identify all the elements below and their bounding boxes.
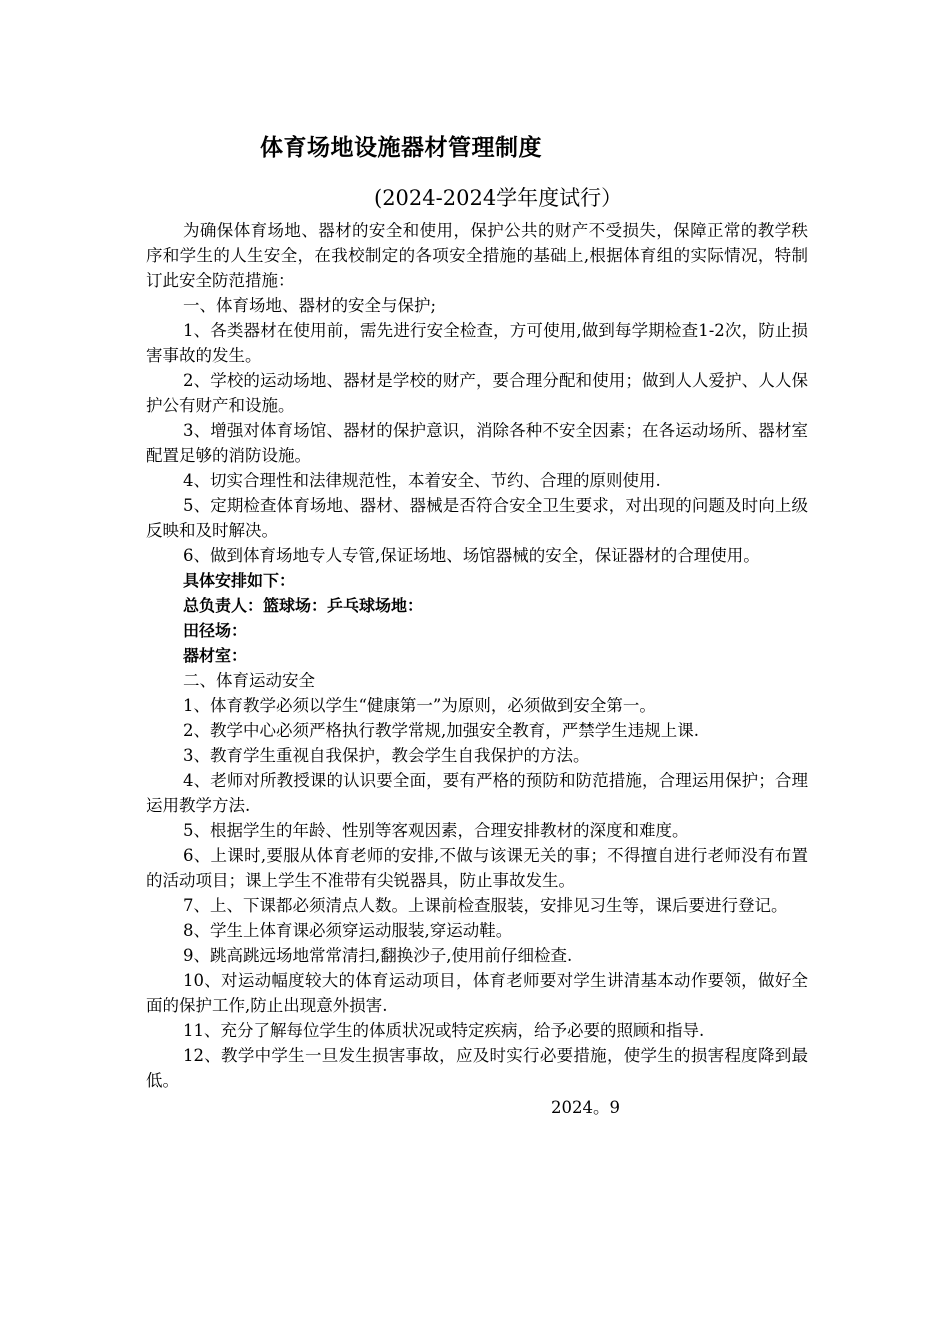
paragraph: 5、定期检查体育场地、器材、器械是否符合安全卫生要求，对出现的问题及时向上级反映和及时解决。	[146, 496, 808, 540]
paragraph: 具体安排如下：	[183, 571, 296, 590]
paragraph: 器材室：	[183, 646, 248, 665]
paragraph: 4、切实合理性和法律规范性，本着安全、节约、合理的原则使用.	[183, 471, 661, 490]
paragraph: 一、体育场地、器材的安全与保护;	[183, 296, 437, 315]
document-subtitle: (2024-2024学年度试行）	[374, 186, 623, 210]
paragraph: 6、上课时,要服从体育老师的安排,不做与该课无关的事；不得擅自进行老师没有布置的活动项目；课上学生不准带有尖锐器具，防止事故发生。	[146, 846, 808, 890]
paragraph: 9、跳高跳远场地常常清扫,翻换沙子,使用前仔细检查.	[183, 946, 573, 965]
paragraph: 1、各类器材在使用前，需先进行安全检查，方可使用,做到每学期检查1-2次，防止损害事故的发生。	[146, 321, 808, 365]
paragraph: 3、增强对体育场馆、器材的保护意识，消除各种不安全因素；在各运动场所、器材室配置足够的消防设施。	[146, 421, 808, 465]
paragraph: 2、教学中心必须严格执行教学常规,加强安全教育，严禁学生违规上课.	[183, 721, 699, 740]
paragraph: 11、充分了解每位学生的体质状况或特定疾病，给予必要的照顾和指导.	[183, 1021, 705, 1040]
document-date: 2024。9	[551, 1098, 620, 1117]
paragraph: 6、做到体育场地专人专管,保证场地、场馆器械的安全，保证器材的合理使用。	[183, 546, 760, 565]
paragraph: 7、上、下课都必须清点人数。上课前检查服装，安排见习生等，课后要进行登记。	[183, 896, 788, 915]
paragraph: 2、学校的运动场地、器材是学校的财产，要合理分配和使用；做到人人爱护、人人保护公有财产和设施。	[146, 371, 808, 415]
paragraph: 田径场：	[183, 621, 248, 640]
document-page	[146, 128, 808, 1120]
paragraph: 二、体育运动安全	[183, 671, 315, 690]
paragraph: 为确保体育场地、器材的安全和使用，保护公共的财产不受损失，保障正常的教学秩序和学生的人生安全，在我校制定的各项安全措施的基础上,根据体育组的实际情况，特制订此安全防范措施：	[146, 221, 808, 290]
paragraph: 总负责人：篮球场：乒乓球场地：	[183, 596, 424, 615]
paragraph: 1、体育教学必须以学生“健康第一”为原则，必须做到安全第一。	[183, 696, 656, 715]
paragraph: 5、根据学生的年龄、性别等客观因素，合理安排教材的深度和难度。	[183, 821, 689, 840]
document-body	[146, 218, 808, 1093]
paragraph: 3、教育学生重视自我保护，教会学生自我保护的方法。	[183, 746, 590, 765]
paragraph: 10、对运动幅度较大的体育运动项目，体育老师要对学生讲清基本动作要领，做好全面的保护工作,防止出现意外损害.	[146, 971, 808, 1015]
document-title: 体育场地设施器材管理制度	[260, 135, 542, 161]
paragraph: 4、老师对所教授课的认识要全面，要有严格的预防和防范措施，合理运用保护；合理运用教学方法.	[146, 771, 808, 815]
paragraph: 12、教学中学生一旦发生损害事故，应及时实行必要措施，使学生的损害程度降到最低。	[146, 1046, 808, 1090]
paragraph: 8、学生上体育课必须穿运动服装,穿运动鞋。	[183, 921, 513, 940]
